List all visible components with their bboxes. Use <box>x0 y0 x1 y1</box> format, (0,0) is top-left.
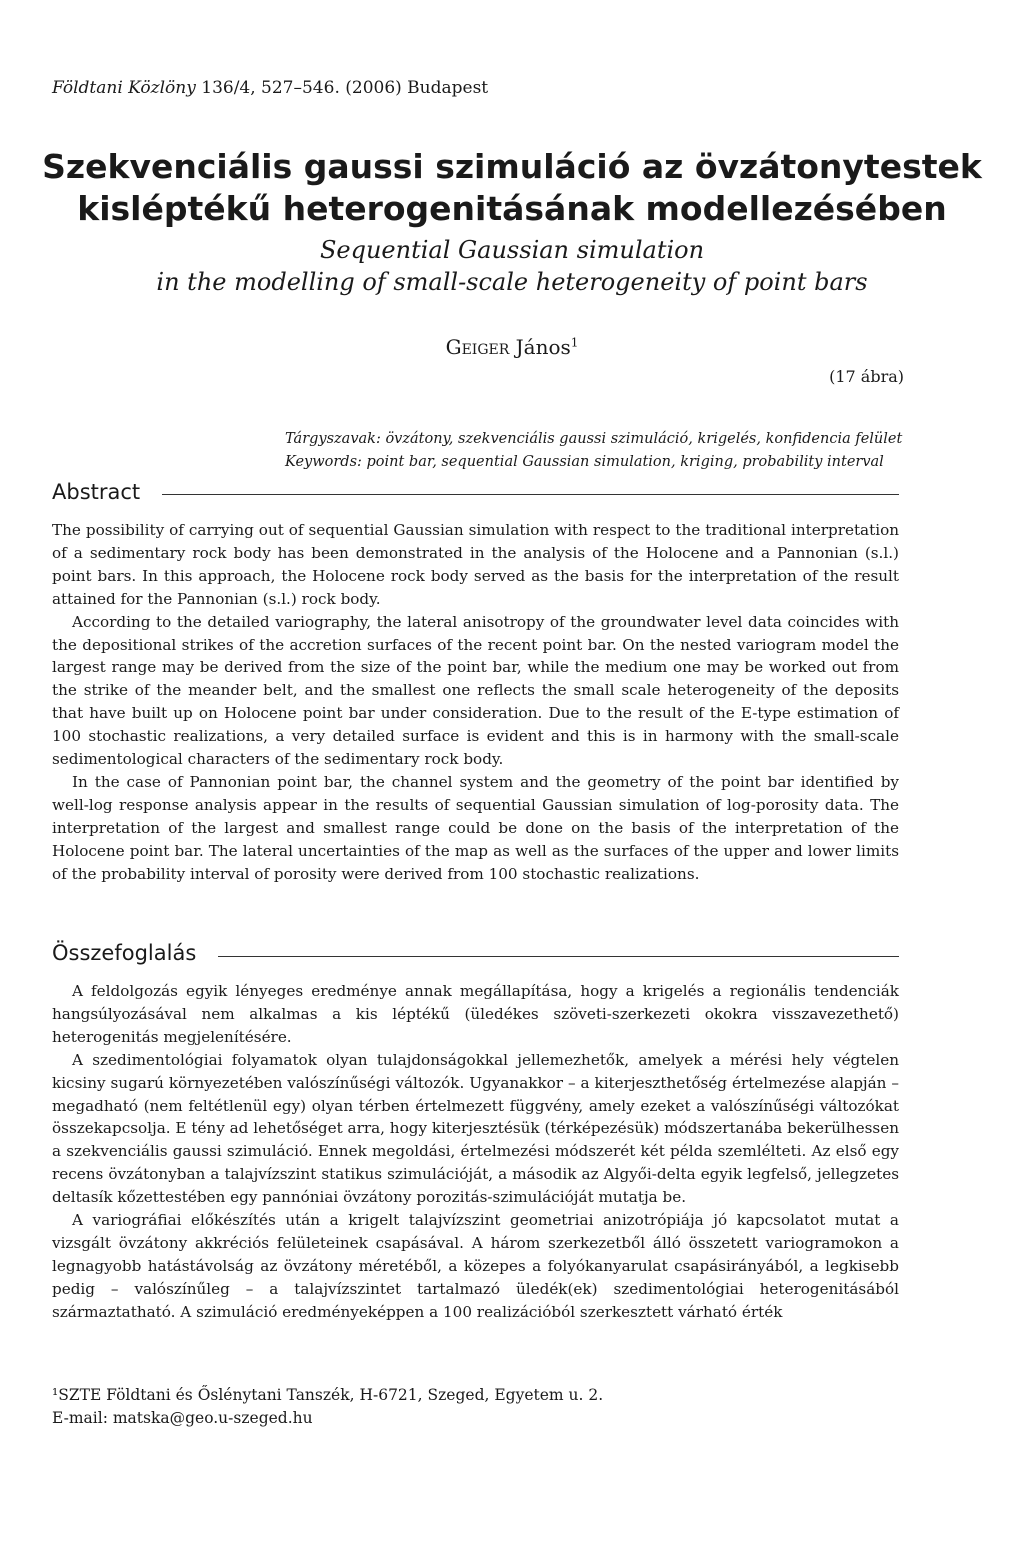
title-line-1: Szekvenciális gaussi szimuláció az övzátonytestek <box>42 147 982 186</box>
paper-title-hungarian <box>0 146 1024 230</box>
title-line-2: kisléptékű heterogenitásának modellezésében <box>77 189 947 228</box>
footnote-email: E-mail: matska@geo.u-szeged.hu <box>52 1409 313 1427</box>
subtitle-line-1: Sequential Gaussian simulation <box>319 236 705 264</box>
keywords-block <box>285 428 925 474</box>
author-surname: Geiger <box>445 335 510 359</box>
keywords-english: Keywords: point bar, sequential Gaussian simulation, kriging, probability interval <box>285 454 884 470</box>
journal-name: Földtani Közlöny <box>52 78 196 98</box>
journal-citation <box>52 78 488 98</box>
footnote-affiliation: ¹SZTE Földtani és Őslénytani Tanszék, H-6721, Szeged, Egyetem u. 2. <box>52 1386 604 1404</box>
author-line <box>0 335 1024 359</box>
footnote <box>52 1384 603 1430</box>
journal-volume-pages: 136/4, 527–546. (2006) Budapest <box>195 78 489 98</box>
figure-count: (17 ábra) <box>829 367 904 386</box>
osszefoglalas-heading: Összefoglalás <box>52 941 197 965</box>
osszefoglalas-rule <box>218 956 899 957</box>
osszefoglalas-body <box>52 980 899 1324</box>
abstract-heading: Abstract <box>52 480 141 504</box>
author-given-name: János <box>515 335 571 359</box>
osszefoglalas-paragraph: A szedimentológiai folyamatok olyan tulajdonságokkal jellemezhetők, amelyek a mérési hely végtelen kicsiny sugarú környezetében valószínűségi változók. Ugyanakkor – a kiterjeszthetőség értelmezése alapján – megadható (nem feltétlenül egy) olyan térben értelmezett függvény, amely ezeket a valószínűségi változókat összekapcsolja. E tény ad lehetőséget arra, hogy kiterjesztésük (térképezésük) módszertanába bekerülhessen a szekvenciális gaussi szimuláció. Ennek megoldási, értelmezési módszerét két példa szemlélteti. Az első egy recens övzátonyban a talajvízszint statikus szimulációját, a második az Algyői-delta egyik legfelső, jellegzetes deltasík kőzettestében egy pannóniai övzátony porozitás-szimulációját mutatja be. <box>52 1050 899 1207</box>
author-affiliation-mark: 1 <box>570 335 579 350</box>
osszefoglalas-paragraph: A feldolgozás egyik lényeges eredménye annak megállapítása, hogy a krigelés a regionális tendenciák hangsúlyozásával nem alkalmas a kis léptékű (üledékes szöveti-szerkezeti okokra visszavezethető) heterogenitás megjelenítésére. <box>52 982 899 1046</box>
abstract-rule <box>162 494 899 495</box>
abstract-body <box>52 519 899 886</box>
abstract-paragraph: According to the detailed variography, the lateral anisotropy of the groundwater level data coincides with the depositional strikes of the accretion surfaces of the recent point bar. On the nested variogram model the largest range may be derived from the size of the point bar, while the medium one may be worked out from the strike of the meander belt, and the smallest one reflects the small scale heterogeneity of the deposits that have built up on Holocene point bar under consideration. Due to the result of the E-type estimation of 100 stochastic realizations, a very detailed surface is evident and this is in harmony with the small-scale sedimentological characters of the sedimentary rock body. <box>52 612 899 769</box>
keywords-hungarian: Tárgyszavak: övzátony, szekvenciális gaussi szimuláció, krigelés, konfidencia felület <box>285 431 903 447</box>
subtitle-line-2: in the modelling of small-scale heterogeneity of point bars <box>156 268 868 296</box>
paper-title-english <box>0 234 1024 298</box>
osszefoglalas-paragraph: A variográfiai előkészítés után a krigelt talajvízszint geometriai anizotrópiája jó kapcsolatot mutat a vizsgált övzátony akkréciós felületeinek csapásával. A három szerkezetből álló összetett variogramokon a legnagyobb hatástávolság az övzátony méretéből, a közepes a folyókanyarulat csapásirányából, a legkisebb pedig – valószínűleg – a talajvízszintet tartalmazó üledék(ek) szedimentológiai heterogenitásából származtatható. A szimuláció eredményeképpen a 100 realizációból szerkesztett várható érték <box>52 1211 899 1321</box>
abstract-paragraph: In the case of Pannonian point bar, the channel system and the geometry of the point bar identified by well-log response analysis appear in the results of sequential Gaussian simulation of log-porosity data. The interpretation of the largest and smallest range could be done on the basis of the interpretation of the Holocene point bar. The lateral uncertainties of the map as well as the surfaces of the upper and lower limits of the probability interval of porosity were derived from 100 stochastic realizations. <box>52 772 899 883</box>
abstract-paragraph: The possibility of carrying out of sequential Gaussian simulation with respect to the traditional interpretation of a sedimentary rock body has been demonstrated in the analysis of the Holocene and a Pannonian (s.l.) point bars. In this approach, the Holocene rock body served as the basis for the interpretation of the result attained for the Pannonian (s.l.) rock body. <box>52 521 899 608</box>
